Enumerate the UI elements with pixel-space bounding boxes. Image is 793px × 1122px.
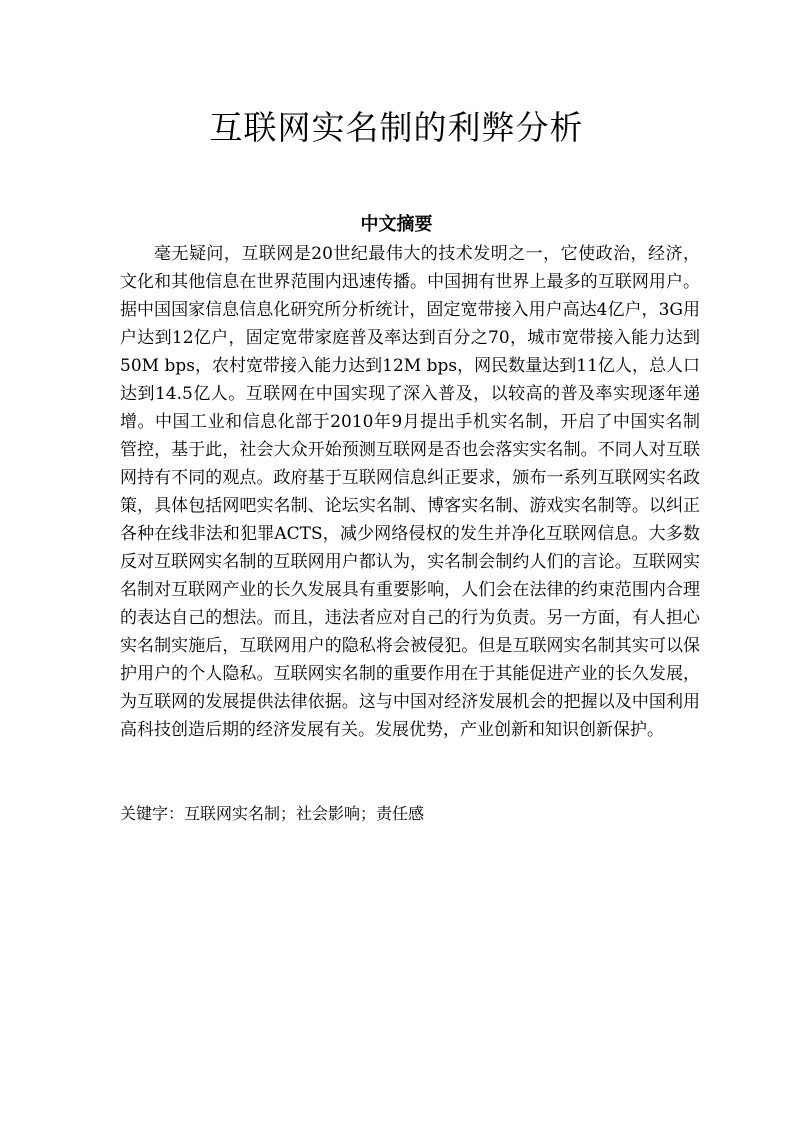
- keywords-line: 关键字：互联网实名制；社会影响；责任感: [120, 804, 425, 823]
- abstract-body: 毫无疑问，互联网是20世纪最伟大的技术发明之一，它使政治，经济，文化和其他信息在世界范围内迅速传播。中国拥有世界上最多的互联网用户。据中国国家信息信息化研究所分析统计，固定宽带接入用户高达4亿户，3G用户达到12亿户，固定宽带家庭普及率达到百分之70，城市宽带接入能力达到50M bps，农村宽带接入能力达到12M bps，网民数量达到11亿人，总人口达到14.5亿人。互联网在中国实现了深入普及，以较高的普及率实现逐年递增。中国工业和信息化部于2010年9月提出手机实名制，开启了中国实名制管控，基于此，社会大众开始预测互联网是否也会落实实名制。不同人对互联网持有不同的观点。政府基于互联网信息纠正要求，颁布一系列互联网实名政策，具体包括网吧实名制、论坛实名制、博客实名制、游戏实名制等。以纠正各种在线非法和犯罪ACTS，减少网络侵权的发生并净化互联网信息。大多数反对互联网实名制的互联网用户都认为，实名制会制约人们的言论。互联网实名制对互联网产业的长久发展具有重要影响，人们会在法律的约束范围内合理的表达自己的想法。而且，违法者应对自己的行为负责。另一方面，有人担心实名制实施后，互联网用户的隐私将会被侵犯。但是互联网实名制其实可以保护用户的个人隐私。互联网实名制的重要作用在于其能促进产业的长久发展，为互联网的发展提供法律依据。这与中国对经济发展机会的把握以及中国利用高科技创造后期的经济发展有关。发展优势，产业创新和知识创新保护。: [120, 244, 700, 740]
- abstract-heading: 中文摘要: [360, 214, 433, 235]
- document-title: 互联网实名制的利弊分析: [209, 108, 584, 147]
